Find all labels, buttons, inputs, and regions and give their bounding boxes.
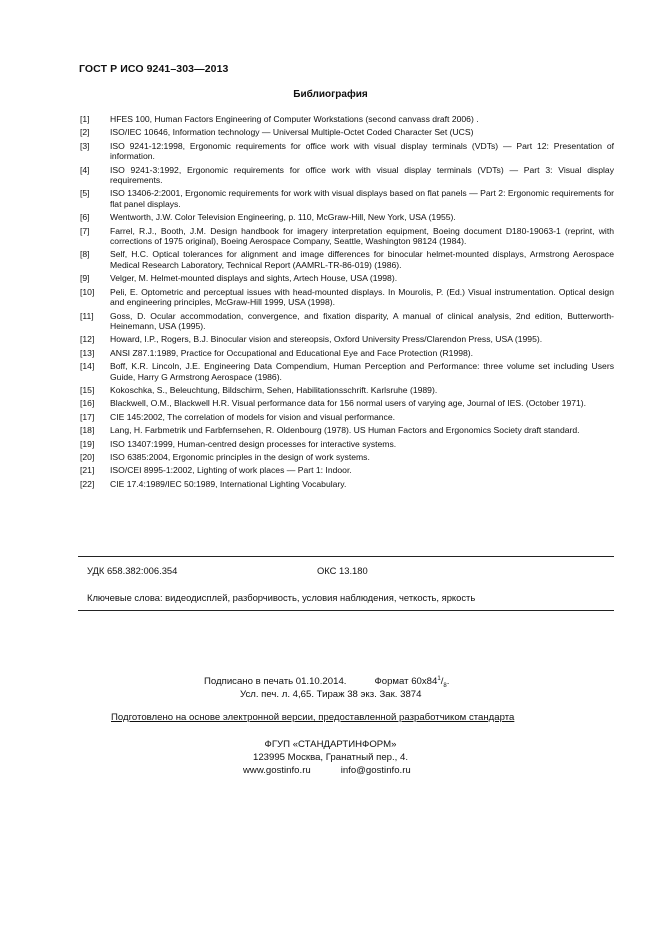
entry-text: ISO/IEC 10646, Information technology — Universal Multiple-Octet Coded Character Set (UCS) <box>110 127 474 138</box>
bibliography-entry <box>80 452 614 462</box>
entry-text: ISO 13407:1999, Human-centred design processes for interactive systems. <box>110 438 397 449</box>
entry-number: [16] <box>80 398 95 409</box>
email-link[interactable]: info@gostinfo.ru <box>340 765 411 776</box>
publisher-name: ФГУП «СТАНДАРТИНФОРМ» <box>264 739 397 750</box>
bibliography-entry <box>80 212 614 222</box>
entry-number: [1] <box>80 114 90 124</box>
entry-text: Self, H.C. Optical tolerances for alignment and image differences for binocular helmet-mounted displays, Armstrong Aerospace Medical Research Laboratory, Technical Report (AAMRL-TR-86-019) (1986). <box>110 249 614 270</box>
bibliography-entry <box>80 361 614 382</box>
keywords: Ключевые слова: видеодисплей, разборчивость, условия наблюдения, четкость, яркость <box>87 592 476 603</box>
paper-format: Формат $60x84^1/_8$. <box>374 675 450 689</box>
entry-number: [21] <box>80 465 95 476</box>
bibliography-entry <box>80 465 614 475</box>
entry-number: [11] <box>80 310 94 321</box>
format-numerator: 1 <box>437 675 441 682</box>
entry-number: [12] <box>80 334 95 345</box>
entry-number: [5] <box>80 188 90 199</box>
entry-number: [2] <box>80 127 90 138</box>
imprint-line-1 <box>204 676 449 687</box>
bibliography-entry <box>80 273 614 283</box>
entry-text: Farrel, R.J., Booth, J.M. Design handbook for imagery interpretation equipment, Boeing document D180-19063-1 (reprint, with corrections of 1975 original), Boeing Aerospace Company, Seattle, Washington 98124 (1984). <box>110 225 614 247</box>
entry-number: [10] <box>80 286 95 297</box>
entry-number: [8] <box>80 249 90 260</box>
format-denominator: 8 <box>443 682 447 689</box>
prepared-note: Подготовлено на основе электронной версии, предоставленной разработчиком стандарта <box>111 712 515 723</box>
bibliography-entry <box>80 114 614 124</box>
entry-number: [7] <box>80 225 90 236</box>
entry-text: CIE 145:2002, The correlation of models for vision and visual performance. <box>110 411 396 422</box>
entry-text: Blackwell, O.M., Blackwell H.R. Visual performance data for 156 normal users of varying age, Journal of IES. (October 1971). <box>110 398 587 409</box>
entry-number: [17] <box>80 411 95 422</box>
bibliography-entry <box>80 348 614 358</box>
bibliography-list <box>80 114 614 492</box>
entry-text: Howard, I.P., Rogers, B.J. Binocular vision and stereopsis, Oxford University Press/Clarendon Press, USA (1995). <box>110 334 543 345</box>
entry-text: Boff, K.R. Lincoln, J.E. Engineering Data Compendium, Human Perception and Performance: three volume set including Users Guide, Harry G Armstrong Aerospace (1986). <box>110 361 614 382</box>
format-suffix: . <box>446 676 450 687</box>
bibliography-entry <box>80 287 614 308</box>
bibliography-entry <box>80 334 614 344</box>
entry-text: Peli, E. Optometric and perceptual issues with head-mounted displays. In Mourolis, P. (Ed.) Visual instrumentation. Optical design and engineering principles, McGraw-Hill 1999, USA (1998). <box>110 286 614 308</box>
entry-number: [14] <box>80 361 95 372</box>
entry-text: ISO/CEI 8995-1:2002, Lighting of work places — Part 1: Indoor. <box>110 465 352 476</box>
divider-bottom <box>78 610 614 611</box>
publisher-address: 123995 Москва, Гранатный пер., 4. <box>253 752 408 763</box>
bibliography-entry <box>80 249 614 270</box>
entry-text: ISO 13406-2:2001, Ergonomic requirements for work with visual displays based on flat panels — Part 2: Ergonomic requirements for flat panel displays. <box>110 188 614 209</box>
entry-text: Goss, D. Ocular accommodation, convergence, and fixation disparity, A manual of clinical analysis, 2nd edition, Butterworth-Heinemann, USA (1995). <box>110 310 614 331</box>
entry-text: Wentworth, J.W. Color Television Engineering, p. 110, McGraw-Hill, New York, USA (1955). <box>110 212 456 223</box>
entry-text: ISO 9241-12:1998, Ergonomic requirements for office work with visual display terminals (VDTs) — Part 12: Presentation of information. <box>110 140 614 162</box>
website-link[interactable]: www.gostinfo.ru <box>243 765 311 776</box>
entry-number: [22] <box>80 478 95 489</box>
entry-text: Lang, H. Farbmetrik und Farbfernsehen, R. Oldenbourg (1978). US Human Factors and Ergonomics Society draft standard. <box>110 425 580 436</box>
publisher-contacts <box>243 765 411 776</box>
entry-text: Kokoschka, S., Beleuchtung, Bildschirm, Sehen, Habilitationsschrift. Karlsruhe (1989). <box>110 384 438 395</box>
bibliography-entry <box>80 425 614 435</box>
bibliography-entry <box>80 165 614 186</box>
divider-top <box>78 556 614 557</box>
bibliography-entry <box>80 127 614 137</box>
entry-text: ISO 9241-3:1992, Ergonomic requirements for office work with visual display terminals (VDTs) — Part 3: Visual display requirements. <box>110 164 614 186</box>
document-header: ГОСТ Р ИСО 9241–303—2013 <box>79 63 229 75</box>
entry-number: [6] <box>80 212 90 223</box>
entry-text: Velger, M. Helmet-mounted displays and sights, Artech House, USA (1998). <box>110 273 398 284</box>
entry-number: [13] <box>80 347 95 358</box>
entry-number: [3] <box>80 140 90 151</box>
format-text: Формат 60x84 <box>374 676 438 687</box>
bibliography-title: Библиография <box>293 89 368 100</box>
entry-number: [4] <box>80 164 90 175</box>
udc-code: УДК 658.382:006.354 <box>87 565 178 576</box>
bibliography-entry <box>80 311 614 332</box>
bibliography-entry <box>80 226 614 247</box>
entry-number: [18] <box>80 425 95 436</box>
bibliography-entry <box>80 385 614 395</box>
bibliography-entry <box>80 141 614 162</box>
entry-number: [19] <box>80 438 95 449</box>
entry-text: ISO 6385:2004, Ergonomic principles in the design of work systems. <box>110 451 370 462</box>
entry-number: [20] <box>80 451 95 462</box>
signed-date: Подписано в печать 01.10.2014. <box>204 676 347 687</box>
bibliography-entry <box>80 398 614 408</box>
imprint-line-2: Усл. печ. л. 4,65. Тираж 38 экз. Зак. 3874 <box>240 689 422 700</box>
entry-text: HFES 100, Human Factors Engineering of Computer Workstations (second canvass draft 2006) . <box>110 114 479 124</box>
entry-text: ANSI Z87.1:1989, Practice for Occupational and Educational Eye and Face Protection (R1998). <box>110 347 474 358</box>
bibliography-entry <box>80 188 614 209</box>
entry-number: [9] <box>80 273 90 284</box>
entry-number: [15] <box>80 384 95 395</box>
entry-text: CIE 17.4:1989/IEC 50:1989, International Lighting Vocabulary. <box>110 478 347 489</box>
bibliography-entry <box>80 479 614 489</box>
bibliography-entry <box>80 412 614 422</box>
bibliography-entry <box>80 439 614 449</box>
oks-code: ОКС 13.180 <box>317 565 368 576</box>
